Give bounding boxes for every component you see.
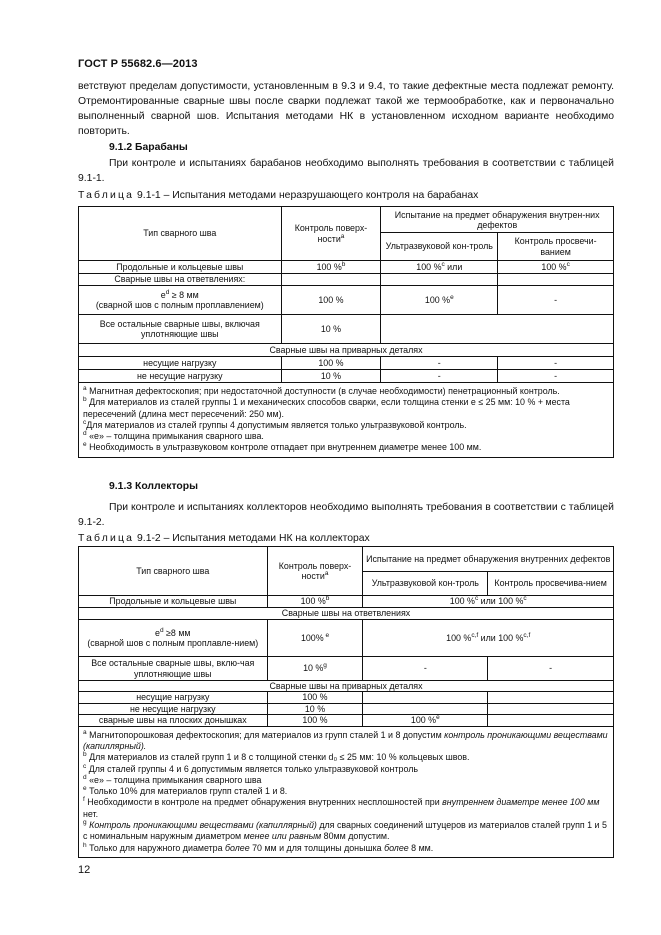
table-cell (498, 274, 614, 286)
table-cell: $^a$ Магнитная дефектоскопия; при недостаточной доступности (в случае необходимости) пенетрационный контроль. $^b$ Для материалов из сталей группы 1 и механических способов сварки, если толщина стенки e ≤ 25 мм: 10 % + места пересечений (длина мест пересечений: 250 мм). $^c$Для материалов из сталей группы 4 допустимым является только ультразвуковой контроль. $^d$ «e» – толщина примыкания сварного шва. $^e$ Необходимость в ультразвуковом контроле отпадает при внутреннем диаметре менее 100 мм. (79, 383, 614, 458)
table-cell: 100 %$^c$ (498, 261, 614, 274)
table-row (79, 715, 614, 726)
table-cell: Сварные швы на приварных деталях (79, 681, 614, 692)
table-row (79, 620, 614, 657)
caption-word: Таблица (78, 533, 135, 544)
table-notes (79, 383, 614, 458)
header-surface: Контроль поверх-ности$^a$ (281, 207, 381, 261)
table-cell: Сварные швы на приварных деталях (79, 344, 614, 357)
table-drums (78, 206, 614, 458)
table-collectors (78, 546, 614, 858)
table-cell: 100 %$^b$ (267, 596, 363, 608)
table-cell: не несущие нагрузку (79, 703, 268, 714)
section-text-collectors: При контроле и испытаниях коллекторов необходимо выполнять требования в соответствии с таблицей 9.1-2. (78, 502, 614, 528)
table-cell: 100 %$^c$ или (381, 261, 498, 274)
table-row (79, 703, 614, 714)
header-weld-type: Тип сварного шва (79, 547, 268, 596)
table-row (79, 274, 614, 286)
table-cell: - (381, 370, 498, 383)
table-cell: не несущие нагрузку (79, 370, 282, 383)
table-cell: 10 %$^g$ (267, 657, 363, 681)
table-row (79, 657, 614, 681)
header-radiography: Контроль просвечива-нием (488, 572, 614, 596)
table-cell (363, 692, 488, 703)
table-cell: 100 %$^b$ (281, 261, 381, 274)
table-cell: Все остальные сварные швы, вклю-чая уплотняющие швы (79, 657, 268, 681)
caption-text: 9.1-1 – Испытания методами неразрушающего контроля на барабанах (134, 190, 479, 201)
table-cell (363, 703, 488, 714)
table-cell (488, 715, 614, 726)
table-cell: несущие нагрузку (79, 357, 282, 370)
table-cell: - (488, 657, 614, 681)
table-cell: 100 %$^c$ или 100 %$^c$ (363, 596, 614, 608)
table-cell: $e^d \ge 8$ мм (сварной шов с полным проплавле-нием) (79, 620, 268, 657)
table-cell: 100% $^e$ (267, 620, 363, 657)
table-cell: 100 % (267, 715, 363, 726)
table-cell: 10 % (267, 703, 363, 714)
table-row (79, 357, 614, 370)
table-cell: Продольные и кольцевые швы (79, 596, 268, 608)
table-section-row (79, 608, 614, 620)
table-section-row (79, 681, 614, 692)
header-ultrasonic: Ультразвуковой кон-троль (381, 233, 498, 261)
table-cell: - (498, 357, 614, 370)
table-cell: 100 % (281, 286, 381, 315)
table-cell: - (498, 370, 614, 383)
caption-text: 9.1-2 – Испытания методами НК на коллекторах (134, 533, 370, 544)
header-internal: Испытание на предмет обнаружения внутрен-них дефектов (381, 207, 614, 233)
table-cell: сварные швы на плоских донышках (79, 715, 268, 726)
table-cell: Сварные швы на ответвлениях: (79, 274, 282, 286)
table-cell: $e^d \ge 8$ мм (сварной шов с полным проплавлением) (79, 286, 282, 315)
table-caption-collectors (78, 533, 370, 544)
table-cell (488, 703, 614, 714)
header-surface: Контроль поверх-ности$^a$ (267, 547, 363, 596)
header-ultrasonic: Ультразвуковой кон-троль (363, 572, 488, 596)
table-section-row (79, 344, 614, 357)
table-cell: - (363, 657, 488, 681)
table-row (79, 596, 614, 608)
header-weld-type: Тип сварного шва (79, 207, 282, 261)
table-cell: Продольные и кольцевые швы (79, 261, 282, 274)
table-caption-drums (78, 190, 478, 201)
table-cell: 100 %$^e$ (381, 286, 498, 315)
table-cell: 10 % (281, 370, 381, 383)
table-cell: 100 %$^{c,f}$ или 100 %$^{c,f}$ (363, 620, 614, 657)
table-row (79, 315, 614, 344)
table-cell: - (381, 357, 498, 370)
table-cell (488, 692, 614, 703)
table-cell: $^a$ Магнитопорошковая дефектоскопия; для материалов из групп сталей 1 и 8 допустим контроль проникающими веществами (капиллярный). $^b$ Для материалов из сталей групп 1 и 8 с толщиной стенки d₀ ≤ 25 мм: 10 % кольцевых швов. $^c$ Для сталей группы 4 и 6 допустимым является только ультразвуковой контроль $^d$ «e» – толщина примыкания сварного шва $^e$ Только 10% для материалов групп сталей 1 и 8. $^f$ Необходимости в контроле на предмет обнаружения внутренних несплошностей при внутреннем диаметре менее 100 мм нет. $^g$ Контроль проникающими веществами (капиллярный) для сварных соединений штуцеров из материалов сталей групп 1 и 5 с номинальным наружным диаметром менее или равным 80мм допустим. $^h$ Только для наружного диаметра более 70 мм и для толщины донышка более 8 мм. (79, 726, 614, 857)
table-row (79, 692, 614, 703)
table-cell: - (498, 286, 614, 315)
header-radiography: Контроль просвечи-ванием (498, 233, 614, 261)
table-cell: 10 % (281, 315, 381, 344)
table-cell: несущие нагрузку (79, 692, 268, 703)
page-number: 12 (78, 864, 91, 876)
table-cell: 100 % (281, 357, 381, 370)
table-row (79, 286, 614, 315)
table-cell (281, 274, 381, 286)
table-row (79, 370, 614, 383)
table-cell: 100 % (267, 692, 363, 703)
table-cell (381, 315, 614, 344)
table-cell: 100 %$^e$ (363, 715, 488, 726)
caption-word: Таблица (78, 190, 135, 201)
intro-paragraph: ветствуют пределам допустимости, установленным в 9.3 и 9.4, то такие дефектные места подлежат ремонту. Отремонтированные сварные швы после сварки подлежат такой же термообработке, как и первоначально выполненный сварной шов. Испытания методами НК в установленном исходном варианте необходимо повторить. (78, 81, 614, 137)
table-row (79, 261, 614, 274)
table-cell: Все остальные сварные швы, включая уплотняющие швы (79, 315, 282, 344)
table-cell (381, 274, 498, 286)
section-title-collectors: 9.1.3 Коллекторы (109, 481, 198, 492)
table-notes (79, 726, 614, 857)
section-text-drums: При контроле и испытаниях барабанов необходимо выполнять требования в соответствии с таблицей 9.1-1. (78, 158, 614, 184)
header-internal: Испытание на предмет обнаружения внутренних дефектов (363, 547, 614, 572)
table-cell: Сварные швы на ответвлениях (79, 608, 614, 620)
document-header: ГОСТ Р 55682.6—2013 (78, 58, 198, 70)
section-title-drums: 9.1.2 Барабаны (109, 142, 188, 153)
